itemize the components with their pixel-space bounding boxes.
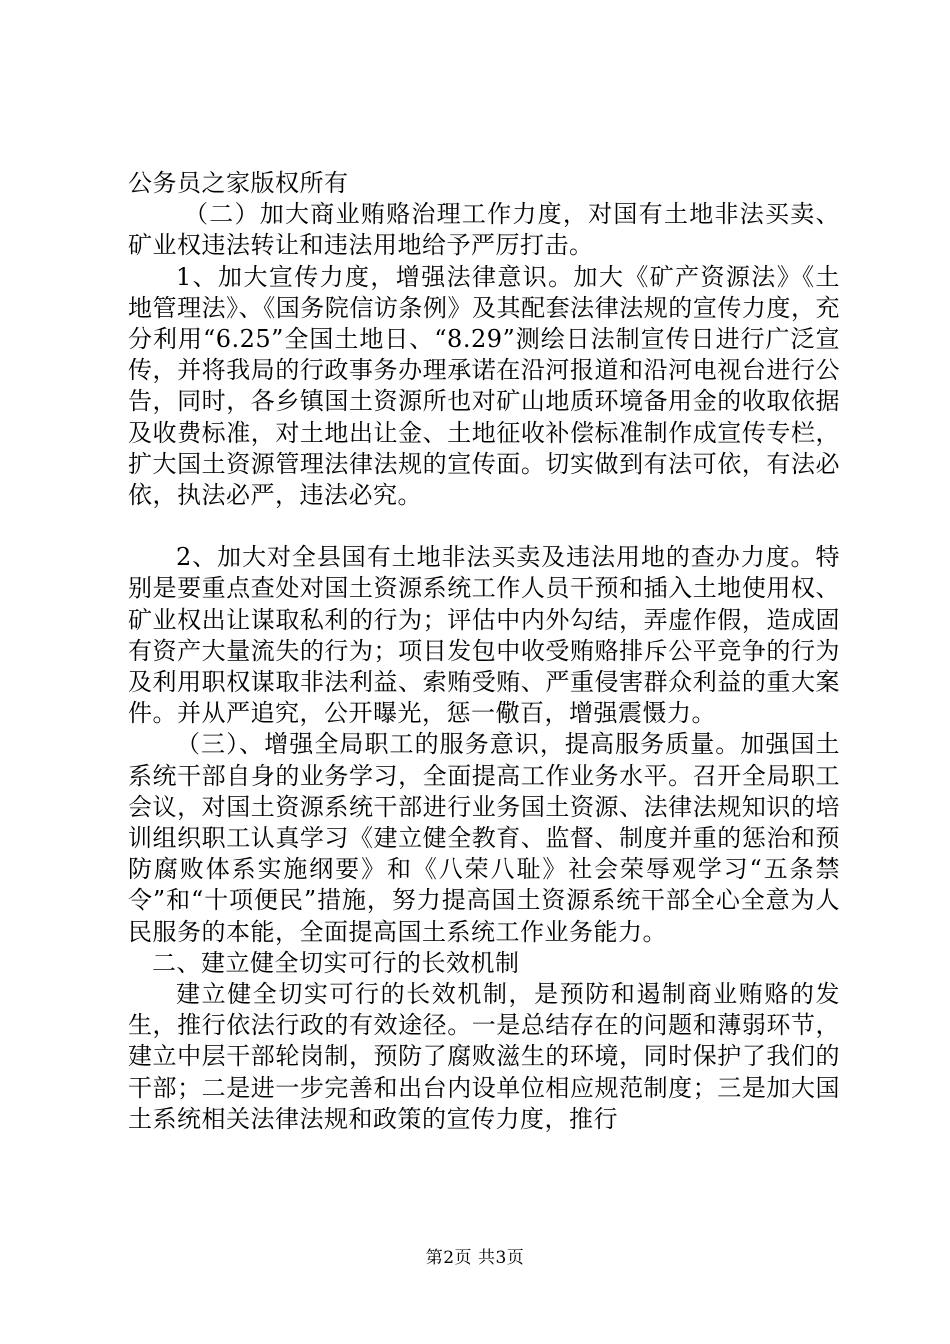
paragraph-section-2: （二）加大商业贿赂治理工作力度，对国有土地非法买卖、矿业权违法转让和违法用地给予严厉打击。 bbox=[128, 200, 840, 260]
page-footer: 第2页 共3页 bbox=[425, 1248, 525, 1268]
header-note: 公务员之家版权所有 bbox=[128, 169, 349, 197]
paragraph-mechanism: 建立健全切实可行的长效机制，是预防和遏制商业贿赂的发生，推行依法行政的有效途径。一是总结存在的问题和薄弱环节，建立中层干部轮岗制，预防了腐败滋生的环境，同时保护了我们的干部；二是进一步完善和出台内设单位相应规范制度；三是加大国土系统相关法律法规和政策的宣传力度，推行 bbox=[128, 980, 840, 1133]
document-body bbox=[128, 168, 840, 1135]
heading-section-two: 二、建立健全切实可行的长效机制 bbox=[152, 948, 520, 977]
paragraph-gap bbox=[128, 511, 840, 542]
paragraph-item-1: 1、加大宣传力度，增强法律意识。加大《矿产资源法》《土地管理法》、《国务院信访条例》及其配套法律法规的宣传力度，充分利用“6.25”全国土地日、“8.29”测绘日法制宣传日进行广泛宣传，并将我局的行政事务办理承诺在沿河报道和沿河电视台进行公告，同时，各乡镇国土资源所也对矿山地质环境备用金的收取依据及收费标准，对土地出让金、土地征收补偿标准制作成宣传专栏，扩大国土资源管理法律法规的宣传面。切实做到有法可依，有法必依，执法必严，违法必究。 bbox=[128, 262, 840, 510]
paragraph-section-3: （三）、增强全局职工的服务意识，提高服务质量。加强国土系统干部自身的业务学习，全面提高工作业务水平。召开全局职工会议，对国土资源系统干部进行业务国土资源、法律法规知识的培训组织职工认真学习《建立健全教育、监督、制度并重的惩治和预防腐败体系实施纲要》和《八荣八耻》社会荣辱观学习“五条禁令”和“十项便民”措施，努力提高国土资源系统干部全心全意为人民服务的本能，全面提高国土系统工作业务能力。 bbox=[128, 730, 840, 946]
paragraph-item-2: 2、加大对全县国有土地非法买卖及违法用地的查办力度。特别是要重点查处对国土资源系统工作人员干预和插入土地使用权、矿业权出让谋取私利的行为；评估中内外勾结，弄虚作假，造成固有资产大量流失的行为；项目发包中收受贿赂排斥公平竞争的行为及利用职权谋取非法利益、索贿受贿、严重侵害群众利益的重大案件。并从严追究，公开曝光，惩一儆百，增强震慑力。 bbox=[128, 543, 840, 728]
